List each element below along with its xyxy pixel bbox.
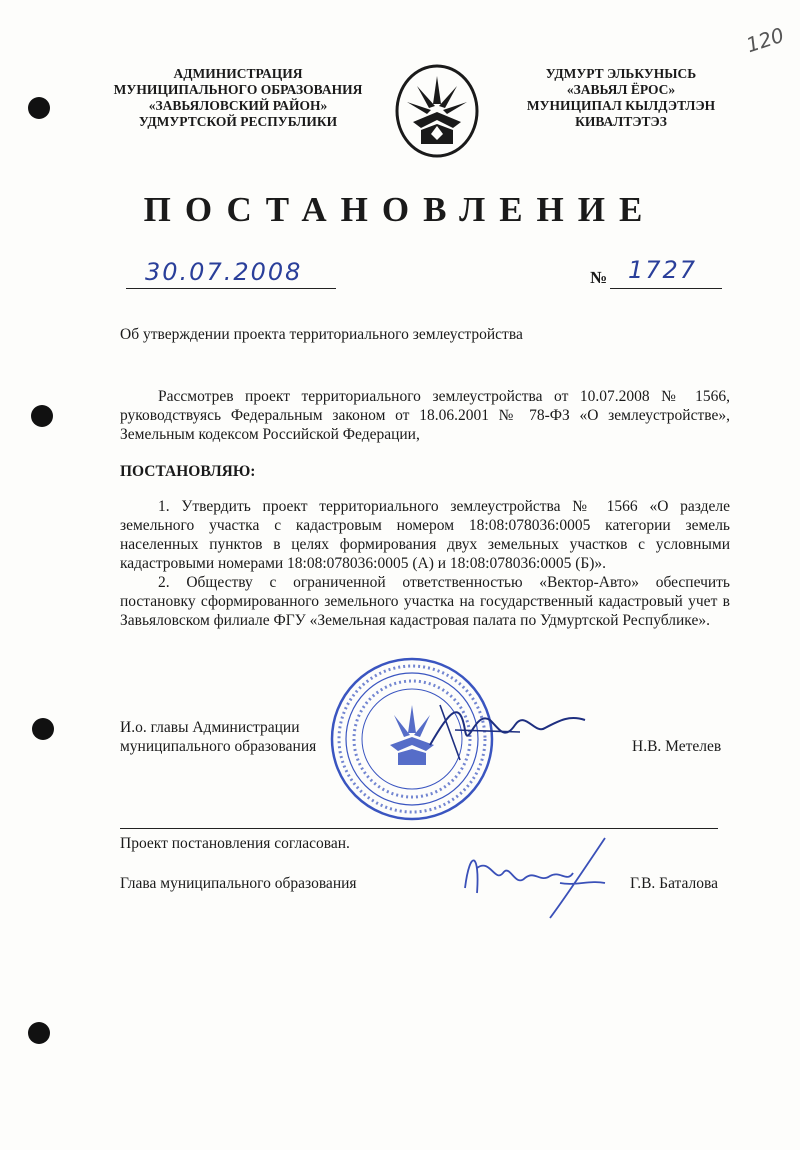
handwritten-date: 30.07.2008	[145, 258, 303, 286]
approver-title: Глава муниципального образования	[120, 875, 357, 892]
document-title: ПОСТАНОВЛЕНИЕ	[143, 190, 657, 229]
signer-title-line: И.о. главы Администрации	[120, 719, 300, 736]
signer-name: Н.В. Метелев	[632, 738, 722, 755]
left-header-line: АДМИНИСТРАЦИЯ	[173, 66, 303, 81]
approval-note: Проект постановления согласован.	[120, 835, 350, 852]
punch-hole-1	[28, 97, 50, 119]
handwritten-page-number: 120	[743, 22, 787, 58]
punch-hole-3	[32, 718, 54, 740]
resolve-heading: ПОСТАНОВЛЯЮ:	[120, 463, 256, 480]
left-header	[108, 66, 368, 130]
signer-title-line: муниципального образования	[120, 738, 317, 755]
right-header-line: КИВАЛТЭТЭЗ	[575, 114, 667, 129]
preamble-paragraph: Рассмотрев проект территориального землеустройства от 10.07.2008 № 1566, руководствуясь Федеральным законом от 18.06.2001 № 78-ФЗ «О землеустройстве», Земельным кодексом Российской Федерации,	[120, 388, 730, 443]
right-header-line: «ЗАВЬЯЛ ЁРОС»	[566, 82, 676, 97]
coat-of-arms-icon	[395, 64, 479, 158]
right-header-line: УДМУРТ ЭЛЬКУНЫСЬ	[545, 66, 697, 81]
signature-2	[455, 828, 625, 923]
resolution-item-2: 2. Обществу с ограниченной ответственностью «Вектор-Авто» обеспечить постановку сформированного земельного участка на государственный кадастровый учет в Завьяловском филиале ФГУ «Земельная кадастровая палата по Удмуртской Республике».	[120, 574, 730, 629]
left-header-line: УДМУРТСКОЙ РЕСПУБЛИКИ	[138, 114, 338, 129]
signature-1	[420, 690, 590, 770]
approver-name: Г.В. Баталова	[630, 875, 719, 892]
right-header	[491, 66, 751, 130]
number-label: №	[590, 268, 608, 287]
separator-line	[120, 828, 718, 829]
document-subject: Об утверждении проекта территориального землеустройства	[120, 326, 523, 343]
punch-hole-2	[31, 405, 53, 427]
number-underline	[610, 288, 722, 289]
signer-title	[120, 718, 316, 756]
left-header-line: МУНИЦИПАЛЬНОГО ОБРАЗОВАНИЯ	[113, 82, 363, 97]
punch-hole-4	[28, 1022, 50, 1044]
resolution-item-1: 1. Утвердить проект территориального землеустройства № 1566 «О разделе земельного участка с кадастровым номером 18:08:078036:0005 категории земель населенных пунктов в целях формирования двух земельных участков с условными кадастровыми номерами 18:08:078036:0005 (А) и 18:08:078036:0005 (Б)».	[120, 498, 730, 572]
right-header-line: МУНИЦИПАЛ КЫЛДЭТЛЭН	[526, 98, 716, 113]
handwritten-number: 1727	[628, 256, 698, 284]
left-header-line: «ЗАВЬЯЛОВСКИЙ РАЙОН»	[148, 98, 328, 113]
date-underline	[126, 288, 336, 289]
